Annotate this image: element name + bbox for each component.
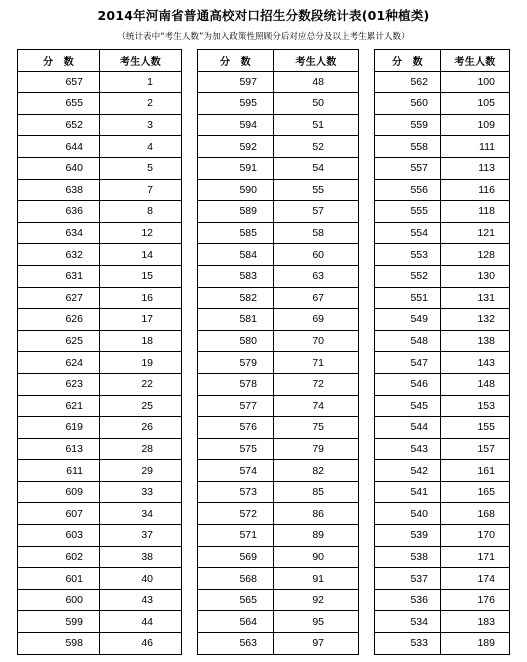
count-cell: 161: [441, 460, 510, 482]
count-cell: 95: [274, 611, 359, 633]
count-cell: 71: [274, 352, 359, 374]
count-cell: 8: [100, 201, 182, 223]
count-cell: 48: [274, 71, 359, 93]
count-cell: 74: [274, 395, 359, 417]
table-row: [18, 244, 182, 266]
score-cell: 553: [375, 244, 441, 266]
table-row: [198, 546, 359, 568]
table-row: [18, 525, 182, 547]
count-cell: 4: [100, 136, 182, 158]
table-row: [18, 373, 182, 395]
table-header-row: [18, 50, 182, 72]
score-cell: 545: [375, 395, 441, 417]
score-cell: 657: [18, 71, 100, 93]
score-cell: 585: [198, 222, 274, 244]
score-cell: 601: [18, 568, 100, 590]
table-row: [198, 589, 359, 611]
table-row: [198, 525, 359, 547]
count-cell: 171: [441, 546, 510, 568]
count-cell: 26: [100, 417, 182, 439]
score-cell: 592: [198, 136, 274, 158]
count-cell: 105: [441, 93, 510, 115]
count-cell: 2: [100, 93, 182, 115]
table-row: [375, 611, 510, 633]
score-cell: 547: [375, 352, 441, 374]
count-cell: 38: [100, 546, 182, 568]
score-cell: 551: [375, 287, 441, 309]
table-row: [18, 589, 182, 611]
count-cell: 100: [441, 71, 510, 93]
count-cell: 67: [274, 287, 359, 309]
count-cell: 131: [441, 287, 510, 309]
table-row: [198, 114, 359, 136]
table-row: [198, 179, 359, 201]
count-cell: 19: [100, 352, 182, 374]
count-cell: 157: [441, 438, 510, 460]
score-cell: 540: [375, 503, 441, 525]
count-cell: 130: [441, 265, 510, 287]
count-cell: 15: [100, 265, 182, 287]
score-cell: 613: [18, 438, 100, 460]
score-table-1: [17, 49, 182, 655]
table-row: [18, 481, 182, 503]
score-cell: 607: [18, 503, 100, 525]
count-cell: 143: [441, 352, 510, 374]
table-row: [375, 114, 510, 136]
count-cell: 116: [441, 179, 510, 201]
count-cell: 128: [441, 244, 510, 266]
score-cell: 619: [18, 417, 100, 439]
count-cell: 165: [441, 481, 510, 503]
table-row: [198, 265, 359, 287]
count-cell: 63: [274, 265, 359, 287]
table-row: [198, 438, 359, 460]
score-cell: 563: [198, 633, 274, 655]
count-cell: 170: [441, 525, 510, 547]
count-cell: 72: [274, 373, 359, 395]
table-row: [375, 417, 510, 439]
table-row: [375, 525, 510, 547]
score-table-2: [197, 49, 359, 655]
table-row: [198, 568, 359, 590]
score-cell: 565: [198, 589, 274, 611]
score-cell: 582: [198, 287, 274, 309]
count-cell: 52: [274, 136, 359, 158]
score-cell: 537: [375, 568, 441, 590]
table-row: [18, 330, 182, 352]
score-cell: 578: [198, 373, 274, 395]
score-column-header: 分 数: [18, 50, 100, 72]
table-row: [198, 93, 359, 115]
table-row: [198, 222, 359, 244]
score-cell: 591: [198, 157, 274, 179]
score-cell: 632: [18, 244, 100, 266]
score-cell: 556: [375, 179, 441, 201]
table-row: [18, 287, 182, 309]
score-cell: 602: [18, 546, 100, 568]
score-cell: 536: [375, 589, 441, 611]
count-column-header: 考生人数: [100, 50, 182, 72]
table-row: [18, 309, 182, 331]
table-row: [18, 201, 182, 223]
table-row: [198, 136, 359, 158]
table-row: [18, 136, 182, 158]
score-cell: 655: [18, 93, 100, 115]
count-cell: 12: [100, 222, 182, 244]
count-cell: 22: [100, 373, 182, 395]
count-cell: 138: [441, 330, 510, 352]
table-row: [198, 417, 359, 439]
score-table-3: [374, 49, 510, 655]
count-cell: 92: [274, 589, 359, 611]
table-row: [375, 330, 510, 352]
score-cell: 568: [198, 568, 274, 590]
score-cell: 539: [375, 525, 441, 547]
score-cell: 557: [375, 157, 441, 179]
document-subtitle: （统计表中“考生人数”为加入政策性照顾分后对应总分及以上考生累计人数）: [117, 32, 410, 42]
count-cell: 90: [274, 546, 359, 568]
count-cell: 85: [274, 481, 359, 503]
table-row: [18, 222, 182, 244]
score-cell: 558: [375, 136, 441, 158]
table-row: [198, 481, 359, 503]
count-cell: 44: [100, 611, 182, 633]
table-row: [375, 438, 510, 460]
score-cell: 543: [375, 438, 441, 460]
score-cell: 580: [198, 330, 274, 352]
score-cell: 538: [375, 546, 441, 568]
score-cell: 576: [198, 417, 274, 439]
table-row: [18, 114, 182, 136]
count-cell: 54: [274, 157, 359, 179]
score-cell: 590: [198, 179, 274, 201]
score-cell: 564: [198, 611, 274, 633]
count-cell: 28: [100, 438, 182, 460]
score-cell: 652: [18, 114, 100, 136]
table-row: [198, 309, 359, 331]
table-row: [18, 352, 182, 374]
table-row: [375, 481, 510, 503]
table-row: [375, 93, 510, 115]
table-header-row: [375, 50, 510, 72]
table-row: [375, 568, 510, 590]
table-row: [375, 157, 510, 179]
table-row: [375, 222, 510, 244]
count-cell: 1: [100, 71, 182, 93]
score-cell: 549: [375, 309, 441, 331]
score-cell: 636: [18, 201, 100, 223]
score-cell: 534: [375, 611, 441, 633]
score-cell: 634: [18, 222, 100, 244]
count-cell: 18: [100, 330, 182, 352]
score-cell: 603: [18, 525, 100, 547]
table-row: [198, 503, 359, 525]
table-row: [198, 611, 359, 633]
score-cell: 548: [375, 330, 441, 352]
count-cell: 86: [274, 503, 359, 525]
score-cell: 574: [198, 460, 274, 482]
count-cell: 34: [100, 503, 182, 525]
table-row: [18, 438, 182, 460]
count-cell: 69: [274, 309, 359, 331]
table-row: [375, 503, 510, 525]
table-row: [375, 265, 510, 287]
score-cell: 640: [18, 157, 100, 179]
table-row: [198, 633, 359, 655]
table-row: [18, 633, 182, 655]
table-row: [18, 460, 182, 482]
table-row: [18, 265, 182, 287]
score-column-header: 分 数: [198, 50, 274, 72]
table-row: [198, 71, 359, 93]
score-cell: 609: [18, 481, 100, 503]
table-row: [375, 460, 510, 482]
count-cell: 89: [274, 525, 359, 547]
table-row: [375, 201, 510, 223]
score-cell: 583: [198, 265, 274, 287]
count-cell: 121: [441, 222, 510, 244]
score-cell: 544: [375, 417, 441, 439]
score-cell: 598: [18, 633, 100, 655]
count-cell: 97: [274, 633, 359, 655]
count-cell: 14: [100, 244, 182, 266]
count-cell: 91: [274, 568, 359, 590]
table-row: [18, 157, 182, 179]
table-row: [198, 352, 359, 374]
table-header-row: [198, 50, 359, 72]
table-row: [18, 71, 182, 93]
score-cell: 572: [198, 503, 274, 525]
count-cell: 113: [441, 157, 510, 179]
count-cell: 40: [100, 568, 182, 590]
score-cell: 581: [198, 309, 274, 331]
score-cell: 638: [18, 179, 100, 201]
score-cell: 623: [18, 373, 100, 395]
table-row: [198, 395, 359, 417]
score-column-header: 分 数: [375, 50, 441, 72]
count-cell: 16: [100, 287, 182, 309]
table-row: [375, 373, 510, 395]
score-cell: 627: [18, 287, 100, 309]
count-cell: 5: [100, 157, 182, 179]
count-cell: 132: [441, 309, 510, 331]
count-cell: 176: [441, 589, 510, 611]
table-row: [18, 93, 182, 115]
score-cell: 552: [375, 265, 441, 287]
score-cell: 569: [198, 546, 274, 568]
table-row: [375, 309, 510, 331]
count-cell: 55: [274, 179, 359, 201]
score-cell: 594: [198, 114, 274, 136]
table-row: [375, 287, 510, 309]
table-row: [18, 395, 182, 417]
count-cell: 189: [441, 633, 510, 655]
count-cell: 155: [441, 417, 510, 439]
table-row: [375, 179, 510, 201]
score-cell: 611: [18, 460, 100, 482]
table-row: [375, 136, 510, 158]
count-cell: 174: [441, 568, 510, 590]
count-cell: 51: [274, 114, 359, 136]
score-cell: 624: [18, 352, 100, 374]
table-row: [375, 546, 510, 568]
score-cell: 625: [18, 330, 100, 352]
count-cell: 153: [441, 395, 510, 417]
count-cell: 29: [100, 460, 182, 482]
count-cell: 82: [274, 460, 359, 482]
count-cell: 25: [100, 395, 182, 417]
count-cell: 33: [100, 481, 182, 503]
score-cell: 541: [375, 481, 441, 503]
count-column-header: 考生人数: [274, 50, 359, 72]
count-cell: 70: [274, 330, 359, 352]
score-cell: 573: [198, 481, 274, 503]
table-row: [18, 568, 182, 590]
score-cell: 600: [18, 589, 100, 611]
score-cell: 554: [375, 222, 441, 244]
count-cell: 50: [274, 93, 359, 115]
count-cell: 168: [441, 503, 510, 525]
table-row: [375, 395, 510, 417]
document-title: 2014年河南省普通高校对口招生分数段统计表(01种植类): [97, 8, 430, 23]
score-cell: 559: [375, 114, 441, 136]
score-cell: 644: [18, 136, 100, 158]
count-cell: 46: [100, 633, 182, 655]
table-row: [198, 287, 359, 309]
table-row: [198, 460, 359, 482]
score-cell: 560: [375, 93, 441, 115]
table-row: [18, 611, 182, 633]
count-cell: 17: [100, 309, 182, 331]
count-cell: 118: [441, 201, 510, 223]
score-cell: 571: [198, 525, 274, 547]
score-cell: 577: [198, 395, 274, 417]
count-cell: 57: [274, 201, 359, 223]
score-cell: 562: [375, 71, 441, 93]
score-cell: 575: [198, 438, 274, 460]
score-cell: 597: [198, 71, 274, 93]
table-row: [18, 179, 182, 201]
count-cell: 58: [274, 222, 359, 244]
table-row: [375, 352, 510, 374]
count-cell: 183: [441, 611, 510, 633]
score-cell: 533: [375, 633, 441, 655]
count-cell: 3: [100, 114, 182, 136]
count-cell: 109: [441, 114, 510, 136]
table-row: [18, 546, 182, 568]
table-row: [198, 157, 359, 179]
count-cell: 7: [100, 179, 182, 201]
table-row: [18, 503, 182, 525]
table-row: [18, 417, 182, 439]
score-cell: 555: [375, 201, 441, 223]
score-cell: 584: [198, 244, 274, 266]
score-cell: 589: [198, 201, 274, 223]
count-cell: 148: [441, 373, 510, 395]
score-cell: 599: [18, 611, 100, 633]
score-cell: 626: [18, 309, 100, 331]
count-cell: 79: [274, 438, 359, 460]
count-cell: 43: [100, 589, 182, 611]
count-column-header: 考生人数: [441, 50, 510, 72]
table-row: [375, 71, 510, 93]
table-row: [375, 633, 510, 655]
count-cell: 60: [274, 244, 359, 266]
count-cell: 111: [441, 136, 510, 158]
score-cell: 631: [18, 265, 100, 287]
table-row: [198, 373, 359, 395]
score-cell: 546: [375, 373, 441, 395]
table-row: [198, 244, 359, 266]
table-row: [375, 589, 510, 611]
count-cell: 37: [100, 525, 182, 547]
table-row: [198, 201, 359, 223]
score-cell: 579: [198, 352, 274, 374]
table-row: [375, 244, 510, 266]
count-cell: 75: [274, 417, 359, 439]
score-cell: 621: [18, 395, 100, 417]
score-cell: 595: [198, 93, 274, 115]
table-row: [198, 330, 359, 352]
score-cell: 542: [375, 460, 441, 482]
